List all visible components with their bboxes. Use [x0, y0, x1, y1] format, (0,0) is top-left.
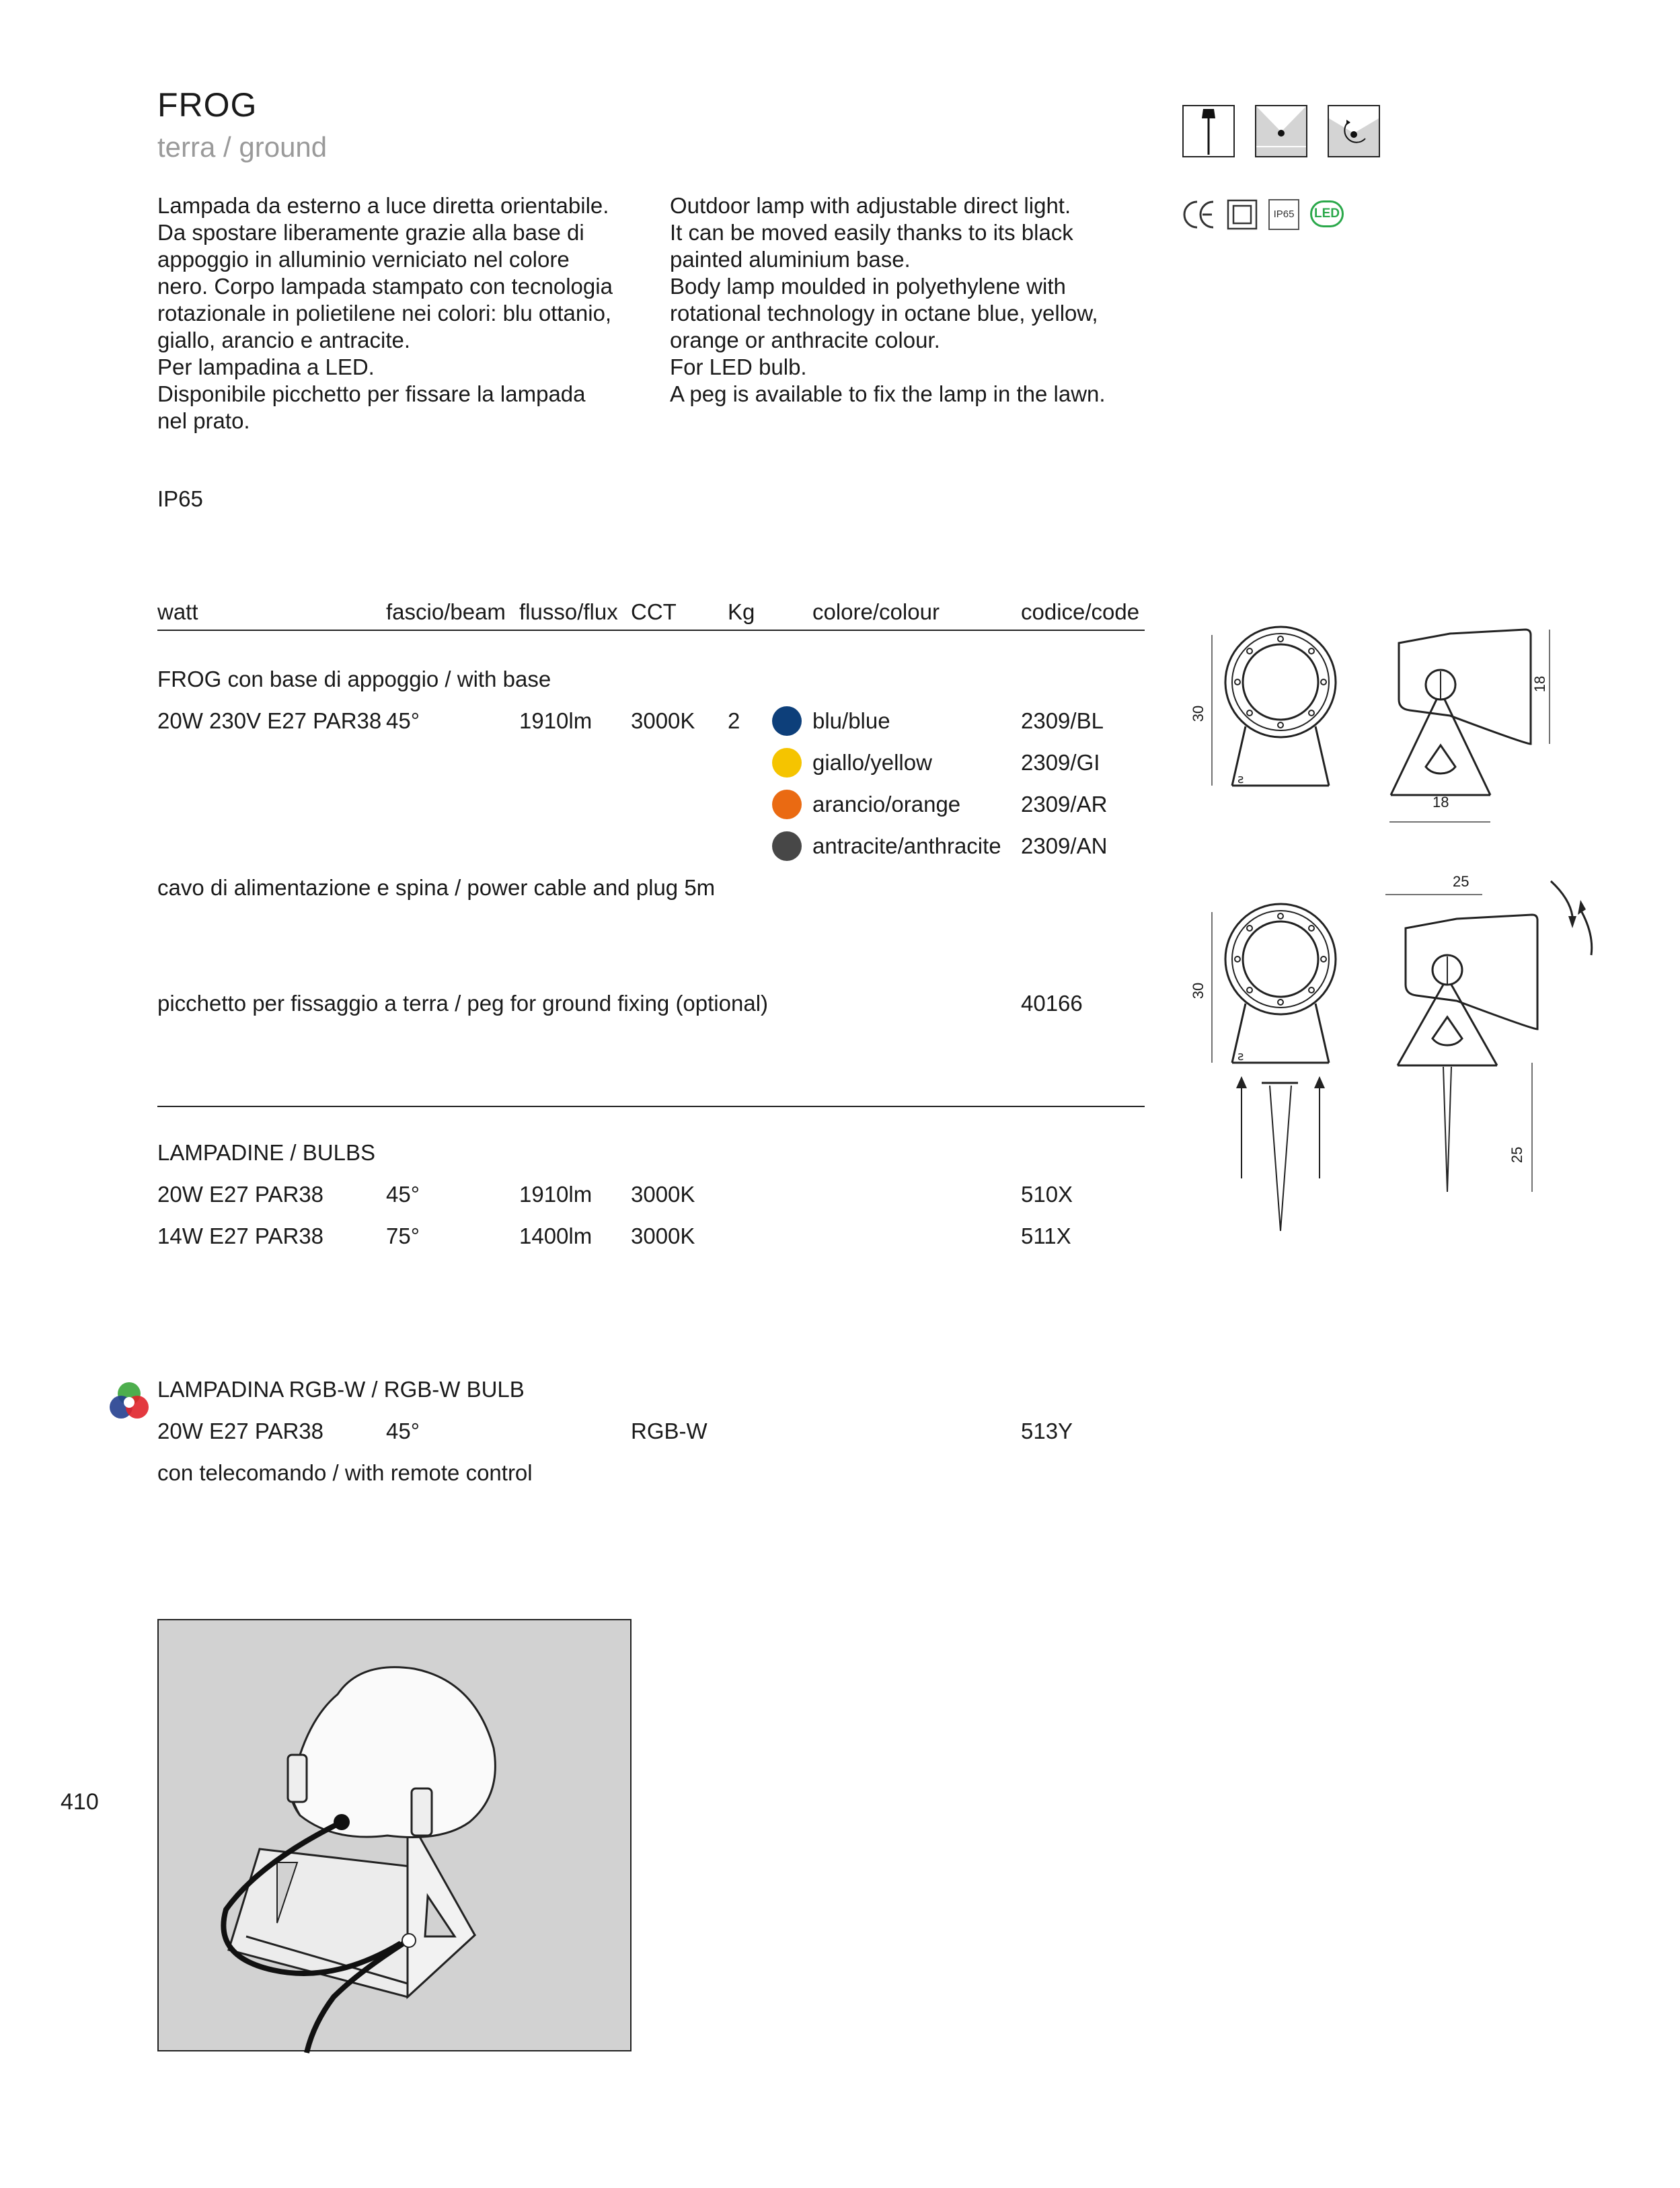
description-it-line: Lampada da esterno a luce diretta orientabile. [157, 193, 609, 218]
ip65-icon: IP65 [1268, 199, 1299, 230]
description-it-line: rotazionale in polietilene nei colori: blu ottanio, [157, 301, 612, 326]
side-view-drawing [1383, 630, 1584, 831]
ce-mark-icon [1182, 198, 1216, 231]
class-ii-icon [1227, 199, 1258, 230]
header-beam: fascio/beam [386, 599, 506, 624]
svg-text:ƨ: ƨ [1237, 1049, 1244, 1063]
led-icon: LED [1310, 200, 1344, 227]
description-it [157, 192, 613, 435]
ground-spot-icon [1255, 105, 1307, 157]
front-peg-height-label: 30 [1190, 982, 1207, 999]
description-it-line: nel prato. [157, 408, 250, 433]
header-colour: colore/colour [812, 599, 940, 624]
bulb-code: 510X [1021, 1182, 1073, 1207]
front-view-peg-drawing [1184, 896, 1332, 1246]
svg-text:ƨ: ƨ [1237, 772, 1244, 786]
bottom-width-label: 25 [1453, 873, 1469, 890]
header-divider [157, 630, 1145, 631]
bulb-flux: 1910lm [519, 1182, 593, 1207]
side-view-peg-drawing [1389, 915, 1591, 1265]
description-en-line: orange or anthracite colour. [670, 328, 940, 352]
variant-colour: arancio/orange [812, 792, 961, 817]
description-it-line: appoggio in alluminio verniciato nel colore [157, 247, 570, 272]
side-depth-label: 18 [1531, 675, 1549, 693]
bulb-code: 511X [1021, 1223, 1071, 1248]
technical-drawings [1184, 619, 1601, 1238]
colour-swatch-orange [772, 790, 802, 819]
description-it-line: Per lampadina a LED. [157, 354, 375, 379]
description-en-line: rotational technology in octane blue, yellow, [670, 301, 1098, 326]
product-kg: 2 [728, 708, 740, 733]
description-en-line: A peg is available to fix the lamp in the lawn. [670, 381, 1106, 406]
description-en-line: painted aluminium base. [670, 247, 911, 272]
product-subtitle: terra / ground [157, 131, 328, 163]
description-it-line: giallo, arancio e antracite. [157, 328, 411, 352]
certification-icons [1182, 195, 1357, 235]
description-it-line: Da spostare liberamente grazie alla base di [157, 220, 584, 245]
header-cct: CCT [631, 599, 677, 624]
variant-colour: antracite/anthracite [812, 833, 1001, 858]
variant-code: 2309/GI [1021, 750, 1100, 775]
peg-label: picchetto per fissaggio a terra / peg for ground fixing (optional) [157, 991, 769, 1016]
peg-code: 40166 [1021, 991, 1083, 1016]
description-it-line: Disponibile picchetto per fissare la lampada [157, 381, 586, 406]
colour-swatch-yellow [772, 748, 802, 778]
description-it-line: nero. Corpo lampada stampato con tecnologia [157, 274, 613, 299]
product-title: FROG [157, 86, 258, 124]
rgb-color-icon [106, 1379, 152, 1425]
rgb-bulb-watt: 20W E27 PAR38 [157, 1419, 324, 1443]
mount-type-icons [1182, 105, 1384, 159]
section-divider [157, 1106, 1145, 1107]
bulb-watt: 20W E27 PAR38 [157, 1182, 324, 1207]
colour-swatch-blue [772, 706, 802, 736]
description-en-line: It can be moved easily thanks to its black [670, 220, 1073, 245]
variant-colour: giallo/yellow [812, 750, 932, 775]
colour-swatch-anthracite [772, 831, 802, 861]
floor-lamp-icon [1182, 105, 1235, 157]
header-flux: flusso/flux [519, 599, 618, 624]
description-en-line: Body lamp moulded in polyethylene with [670, 274, 1066, 299]
variant-code: 2309/AN [1021, 833, 1108, 858]
rgb-bulb-beam: 45° [386, 1419, 420, 1443]
bulb-watt: 14W E27 PAR38 [157, 1223, 324, 1248]
lamp-illustration [159, 1620, 633, 2053]
rgb-bulb-cct: RGB-W [631, 1419, 708, 1443]
page-number: 410 [61, 1789, 99, 1815]
side-width-label: 18 [1433, 794, 1449, 810]
product-cct: 3000K [631, 708, 695, 733]
product-flux: 1910lm [519, 708, 593, 733]
variant-code: 2309/AR [1021, 792, 1108, 817]
product-watt: 20W 230V E27 PAR38 [157, 708, 382, 733]
variant-code: 2309/BL [1021, 708, 1104, 733]
description-en [670, 192, 1106, 408]
variant-colour: blu/blue [812, 708, 890, 733]
peg-length-label: 25 [1509, 1146, 1526, 1164]
rgb-bulb-note: con telecomando / with remote control [157, 1460, 533, 1485]
front-height-label: 30 [1190, 705, 1207, 722]
bulb-cct: 3000K [631, 1223, 695, 1248]
header-watt: watt [157, 599, 198, 624]
rgb-bulb-title: LAMPADINA RGB-W / RGB-W BULB [157, 1377, 525, 1402]
product-illustration [157, 1619, 632, 2051]
product-beam: 45° [386, 708, 420, 733]
cable-note: cavo di alimentazione e spina / power cable and plug 5m [157, 875, 716, 900]
rgb-bulb-code: 513Y [1021, 1419, 1073, 1443]
bulb-flux: 1400lm [519, 1223, 593, 1248]
bulbs-title: LAMPADINE / BULBS [157, 1140, 375, 1165]
bulb-beam: 45° [386, 1182, 420, 1207]
ip-rating: IP65 [157, 486, 203, 511]
header-kg: Kg [728, 599, 755, 624]
adjustable-spot-icon [1328, 105, 1380, 157]
description-en-line: Outdoor lamp with adjustable direct light. [670, 193, 1071, 218]
bulb-cct: 3000K [631, 1182, 695, 1207]
bulb-beam: 75° [386, 1223, 420, 1248]
section-title: FROG con base di appoggio / with base [157, 667, 551, 691]
header-code: codice/code [1021, 599, 1140, 624]
description-en-line: For LED bulb. [670, 354, 807, 379]
